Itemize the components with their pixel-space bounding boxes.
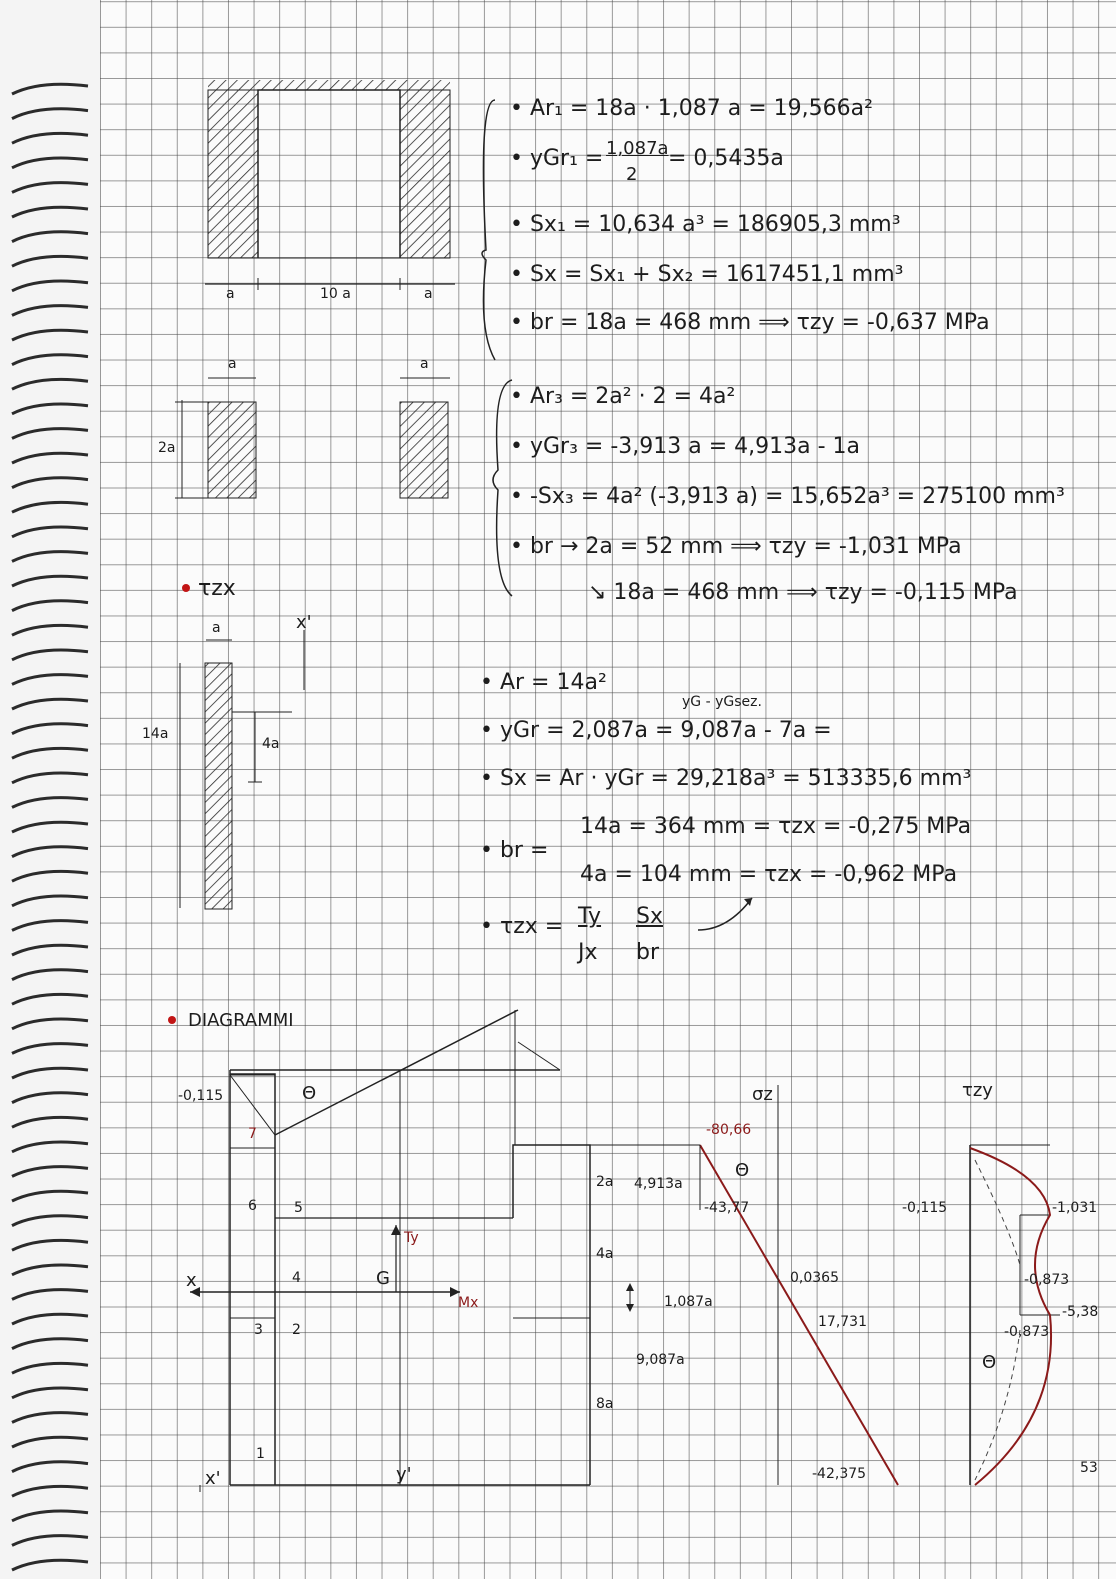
right-block-hatch bbox=[400, 402, 448, 498]
dim-1087a: 1,087a bbox=[664, 1294, 713, 1310]
moment-mx: Mx bbox=[458, 1295, 479, 1311]
tau-zx-yg-note: yG - yGsez. bbox=[682, 694, 762, 710]
dim-4913a: 4,913a bbox=[634, 1176, 683, 1192]
sigma-val-2: -43,77 bbox=[704, 1200, 750, 1216]
point-1: 1 bbox=[256, 1446, 265, 1462]
centroid-g: G bbox=[376, 1268, 390, 1289]
theta-symbol: Θ bbox=[302, 1083, 317, 1104]
fig1-dim-right: a bbox=[424, 286, 433, 302]
tau-val-4: -0,873 bbox=[1004, 1324, 1050, 1340]
eq2-ygr: • yGr₃ = -3,913 a = 4,913a - 1a bbox=[510, 434, 861, 459]
fig1-dim-mid: 10 a bbox=[320, 286, 351, 302]
point-3: 3 bbox=[254, 1322, 263, 1338]
section-figure-1 bbox=[205, 80, 455, 290]
fig2-dim-left: a bbox=[228, 356, 237, 372]
sigma-theta: Θ bbox=[735, 1160, 750, 1181]
formula-sx: Sx bbox=[636, 904, 663, 929]
tau-val-2: -1,031 bbox=[1052, 1200, 1098, 1216]
dim-8a: 8a bbox=[596, 1396, 614, 1412]
tau-theta: Θ bbox=[982, 1352, 997, 1373]
point-4: 4 bbox=[292, 1270, 301, 1286]
top-value: -0,115 bbox=[178, 1088, 224, 1104]
tau-zy-diagram bbox=[970, 1145, 1060, 1485]
eq1-static-moment-total: • Sx = Sx₁ + Sx₂ = 1617451,1 mm³ bbox=[510, 262, 904, 287]
formula-ty: Ty bbox=[578, 904, 602, 929]
bullet-diagrammi bbox=[168, 1016, 176, 1024]
diagrammi-heading: DIAGRAMMI bbox=[188, 1010, 294, 1031]
dim-9087a: 9,087a bbox=[636, 1352, 685, 1368]
eq1-ygr-label: • yGr₁ = bbox=[510, 146, 604, 171]
cross-section-drawing bbox=[190, 1010, 700, 1492]
eq1-ygr-result: = 0,5435a bbox=[668, 146, 784, 171]
point-2: 2 bbox=[292, 1322, 301, 1338]
dim-2a: 2a bbox=[596, 1174, 614, 1190]
tau-val-1: -0,115 bbox=[902, 1200, 948, 1216]
eq1-ygr-numerator: 1,087a bbox=[606, 138, 669, 159]
eq2-area: • Ar₃ = 2a² · 2 = 4a² bbox=[510, 384, 736, 409]
fig2-dim-height: 2a bbox=[158, 440, 176, 456]
sigma-val-4: 17,731 bbox=[818, 1314, 867, 1330]
tau-zx-figure bbox=[180, 630, 304, 909]
axis-x: x bbox=[186, 1270, 197, 1291]
eq2-br-1: • br → 2a = 52 mm ⟹ τzy = -1,031 MPa bbox=[510, 534, 962, 559]
eq1-br: • br = 18a = 468 mm ⟹ τzy = -0,637 MPa bbox=[510, 310, 990, 335]
formula-jx: Jx bbox=[578, 940, 598, 965]
sigma-line bbox=[700, 1145, 898, 1485]
tau-zx-axis-label: x' bbox=[296, 612, 312, 633]
tau-zx-br-1: 14a = 364 mm = τzx = -0,275 MPa bbox=[580, 814, 972, 839]
eq2-static-moment: • -Sx₃ = 4a² (-3,913 a) = 15,652a³ = 275100 mm³ bbox=[510, 484, 1065, 509]
brace-1 bbox=[482, 100, 495, 360]
sigma-title: σz bbox=[752, 1084, 773, 1105]
formula-br: br bbox=[636, 940, 660, 965]
eq1-static-moment-1: • Sx₁ = 10,634 a³ = 186905,3 mm³ bbox=[510, 212, 901, 237]
page-number: 53 bbox=[1080, 1460, 1098, 1476]
left-block-hatch bbox=[208, 402, 256, 498]
tau-zx-br-2: 4a = 104 mm = τzx = -0,962 MPa bbox=[580, 862, 958, 887]
tau-val-3: -0,873 bbox=[1024, 1272, 1070, 1288]
tau-zx-formula-label: • τzx = bbox=[480, 914, 564, 939]
eq2-br-2: ↘ 18a = 468 mm ⟹ τzy = -0,115 MPa bbox=[588, 580, 1018, 605]
eq1-area: • Ar₁ = 18a · 1,087 a = 19,566a² bbox=[510, 96, 873, 121]
eq1-ygr-denominator: 2 bbox=[626, 164, 638, 185]
web-hatch bbox=[205, 663, 232, 909]
fig1-dim-left: a bbox=[226, 286, 235, 302]
point-6: 6 bbox=[248, 1198, 257, 1214]
section-figure-2 bbox=[175, 378, 450, 498]
axis-x-prime: x' bbox=[205, 1468, 221, 1489]
tau-zx-heading: τzx bbox=[198, 576, 236, 601]
tau-zx-ygr: • yGr = 2,087a = 9,087a - 7a = bbox=[480, 718, 832, 743]
axis-y-prime: y' bbox=[396, 1464, 412, 1485]
tau-zx-dim-inner: 4a bbox=[262, 736, 280, 752]
sigma-val-3: 0,0365 bbox=[790, 1270, 839, 1286]
right-web-hatch bbox=[400, 90, 450, 258]
tau-zx-static-moment: • Sx = Ar · yGr = 29,218a³ = 513335,6 mm³ bbox=[480, 766, 972, 791]
tau-zx-area: • Ar = 14a² bbox=[480, 670, 607, 695]
left-web-hatch bbox=[208, 90, 258, 258]
tau-val-5: -5,38 bbox=[1062, 1304, 1099, 1320]
bullet-tau-zx bbox=[182, 584, 190, 592]
tau-zx-dim-width: a bbox=[212, 620, 221, 636]
point-5: 5 bbox=[294, 1200, 303, 1216]
tau-zx-br-label: • br = bbox=[480, 838, 549, 863]
tau-zx-dim-height: 14a bbox=[142, 726, 169, 742]
point-7: 7 bbox=[248, 1126, 257, 1142]
shear-ty: Ty bbox=[404, 1230, 419, 1246]
dim-4a: 4a bbox=[596, 1246, 614, 1262]
fig2-dim-right: a bbox=[420, 356, 429, 372]
tau-zy-title: τzy bbox=[962, 1080, 993, 1101]
sigma-val-bottom: -42,375 bbox=[812, 1466, 867, 1482]
arrow-curve bbox=[698, 898, 752, 930]
top-flange-hatch bbox=[208, 80, 450, 90]
sigma-val-top: -80,66 bbox=[706, 1122, 752, 1138]
